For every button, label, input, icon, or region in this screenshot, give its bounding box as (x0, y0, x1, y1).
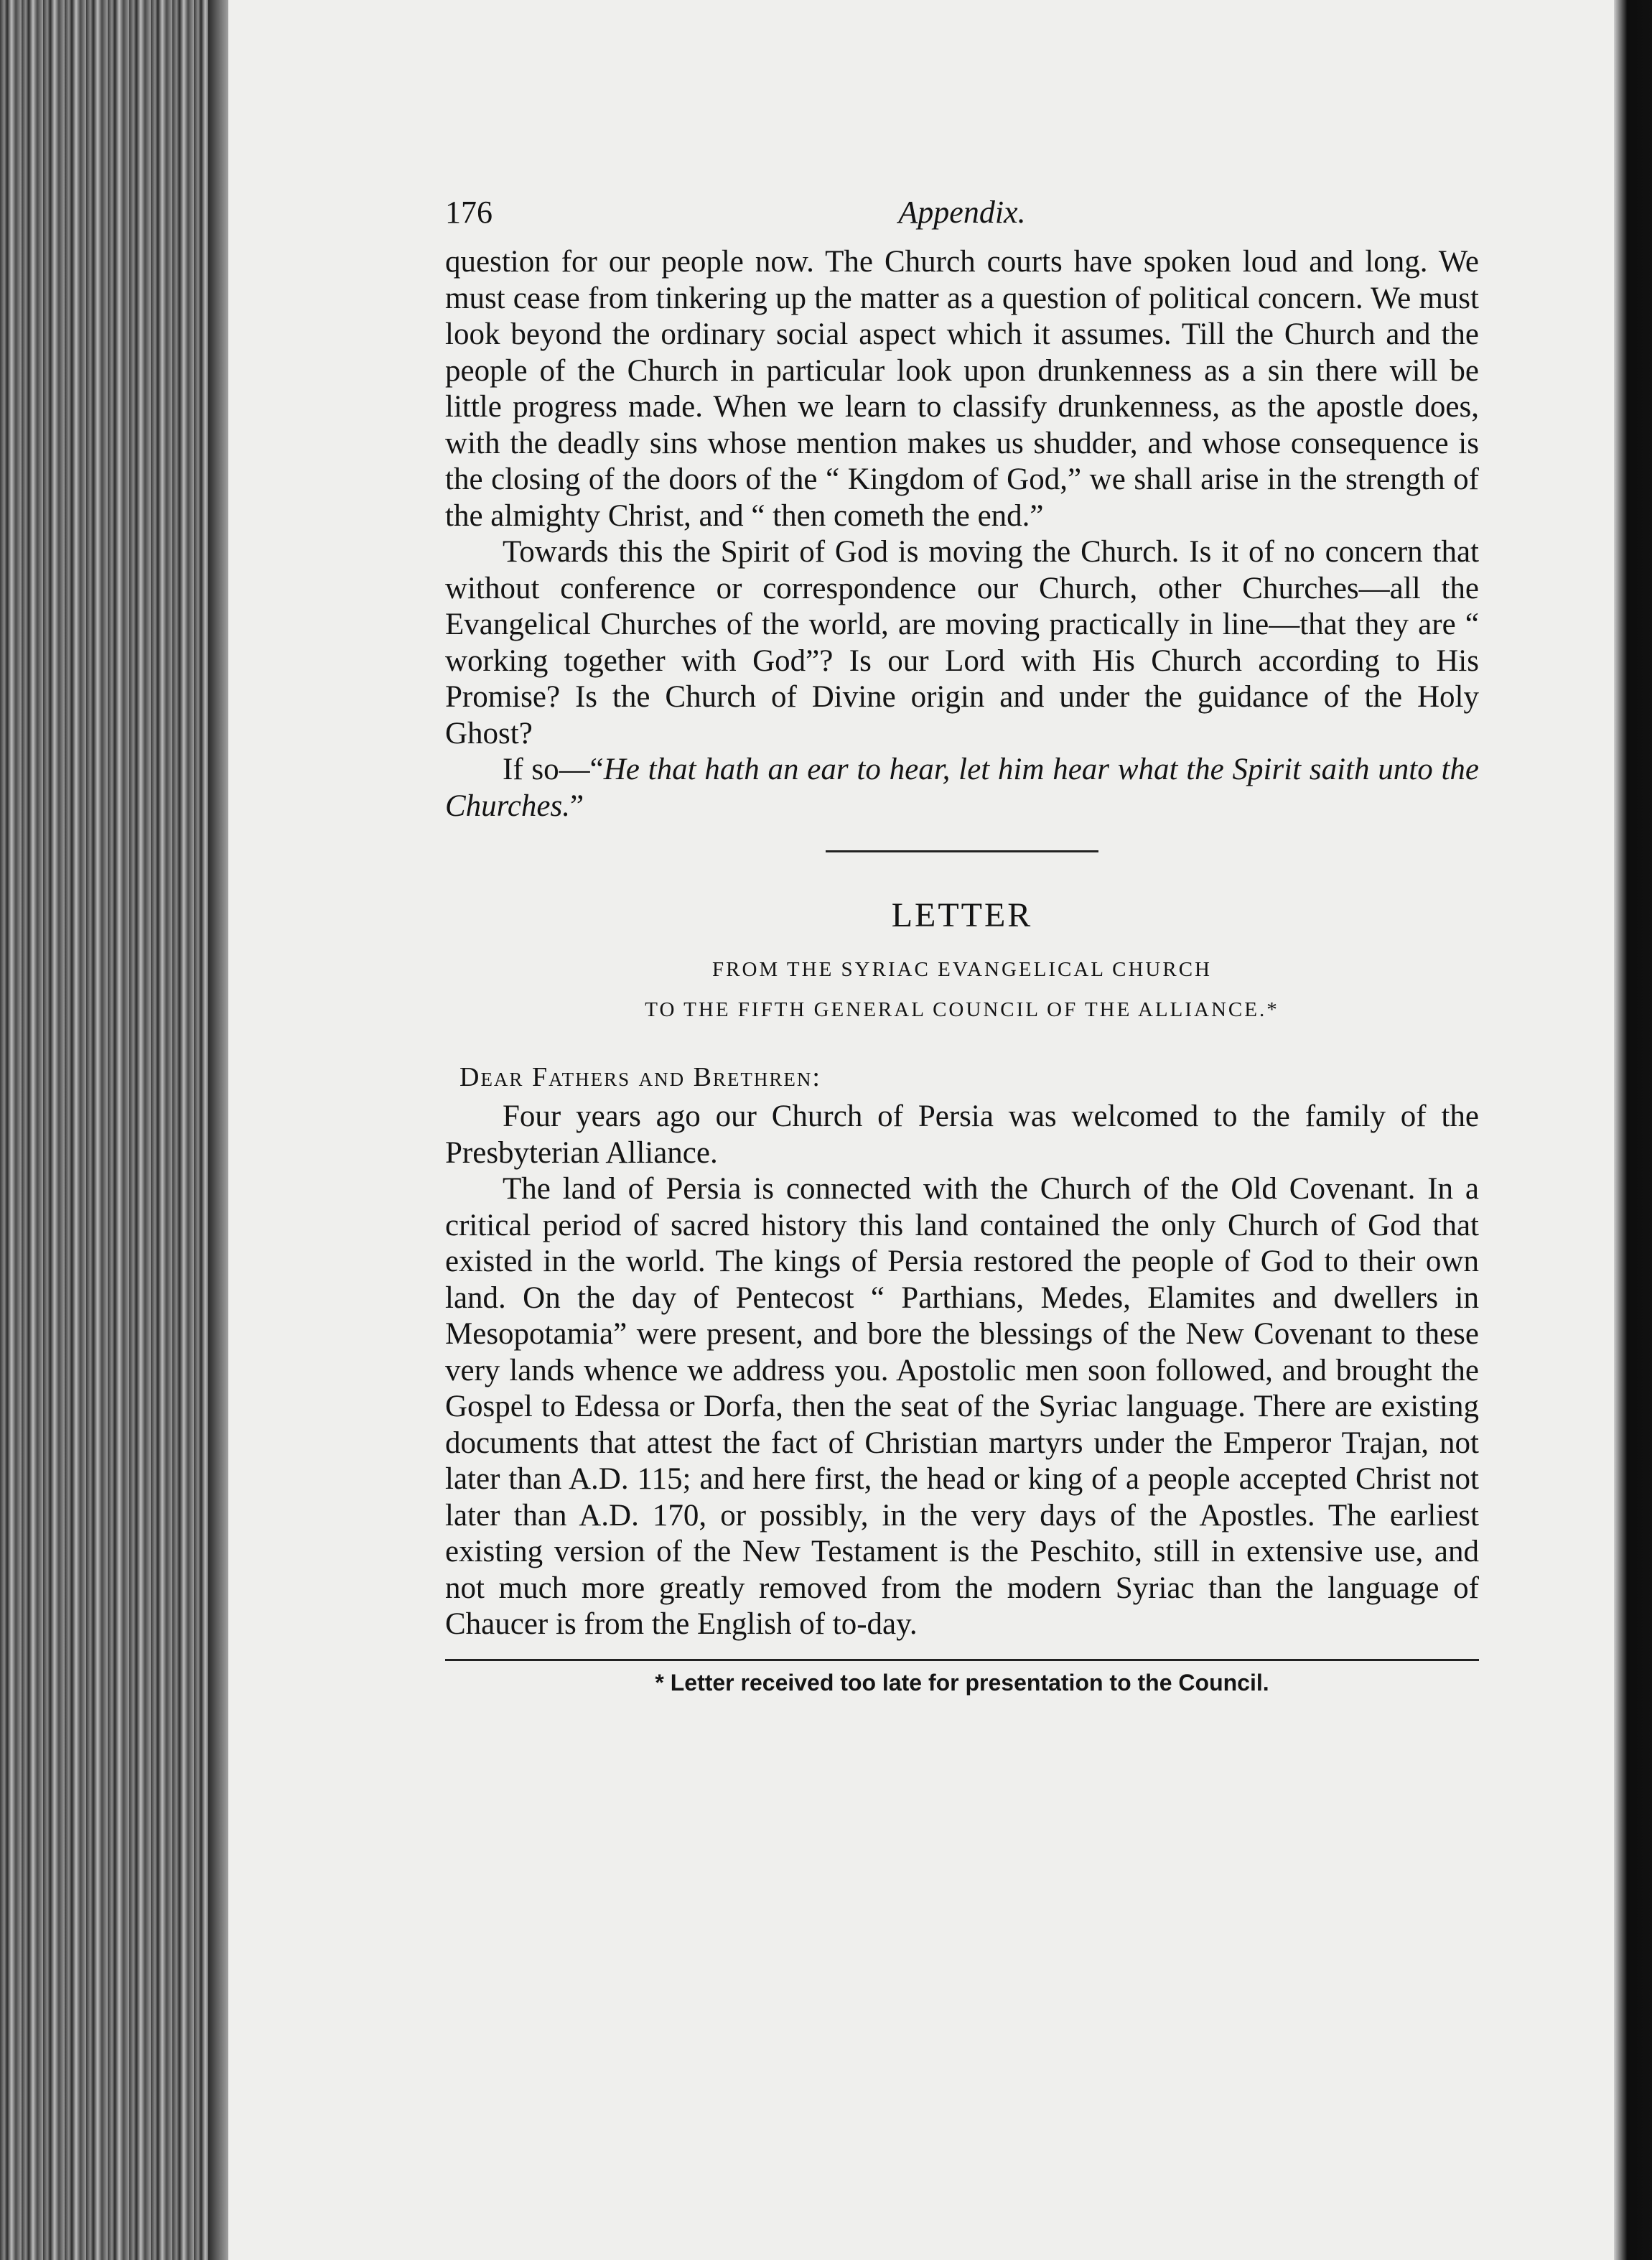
letter-body (445, 1099, 1479, 1643)
running-title: Appendix. (898, 195, 1026, 230)
closing-paragraph (445, 752, 1479, 824)
footnote: * Letter received too late for presentation to the Council. (655, 1669, 1269, 1696)
page-number: 176 (445, 195, 493, 230)
paragraph: The land of Persia is connected with the Church of the Old Covenant. In a critical period of sacred history this land contained the only Church of God that existed in the world. The kings of Persia restored the people of God to their own land. On the day of Pentecost “ Parthians, Medes, Elamites and dwellers in Mesopotamia” were present, and bore the blessings of the New Covenant to these very lands whence we address you. Apostolic men soon followed, and brought the Gospel to Edessa or Dorfa, then the seat of the Syriac language. There are existing documents that attest the fact of Christian martyrs under the Emperor Trajan, not later than A.D. 115; and here first, the head or king of a people accepted Christ not later than A.D. 170, or possibly, in the very days of the Apostles. The earliest existing version of the New Testament is the Peschito, still in extensive use, and not much more greatly removed from the modern Syriac than the language of Chaucer is from the English of to-day. (445, 1172, 1479, 1641)
essay-conclusion (445, 244, 1479, 824)
running-header (445, 194, 1479, 244)
letter-subtitle-2: TO THE FIFTH GENERAL COUNCIL OF THE ALLIANCE.* (645, 998, 1279, 1021)
paragraph: Towards this the Spirit of God is moving the Church. Is it of no concern that without conference or correspondence our Church, other Churches—all the Evangelical Churches of the world, are moving practically in line—that they are “ working together with God”? Is our Lord with His Church according to His Promise? Is the Church of Divine origin and under the guidance of the Holy Ghost? (445, 535, 1479, 750)
letter-title: LETTER (891, 896, 1033, 934)
paragraph: Four years ago our Church of Persia was welcomed to the family of the Presbyterian Alliance. (445, 1099, 1479, 1170)
paragraph: question for our people now. The Church courts have spoken loud and long. We must cease from tinkering up the matter as a question of political concern. We must look beyond the ordinary social aspect which it assumes. Till the Church and the people of the Church in particular look upon drunkenness as a sin there will be little progress made. When we learn to classify drunkenness, as the apostle does, with the deadly sins whose mention makes us shudder, and whose consequence is the closing of the doors of the “ Kingdom of God,” we shall arise in the strength of the almighty Christ, and “ then cometh the end.” (445, 245, 1479, 533)
page-shadow-edge (1614, 0, 1652, 2260)
closing-quote: He that hath an ear to hear, let him hear what the Spirit saith unto the Churches. (445, 753, 1479, 823)
closing-lead: If so—“ (503, 753, 604, 786)
salutation (459, 1061, 1479, 1093)
salutation-text: Dear Fathers and Brethren: (459, 1062, 821, 1092)
section-divider (826, 850, 1098, 852)
page-content (445, 194, 1479, 1696)
letter-subtitle-1: FROM THE SYRIAC EVANGELICAL CHURCH (711, 958, 1213, 981)
footnote-rule (445, 1659, 1479, 1661)
book-page-edges (0, 0, 237, 2260)
closing-end: ” (569, 789, 584, 823)
